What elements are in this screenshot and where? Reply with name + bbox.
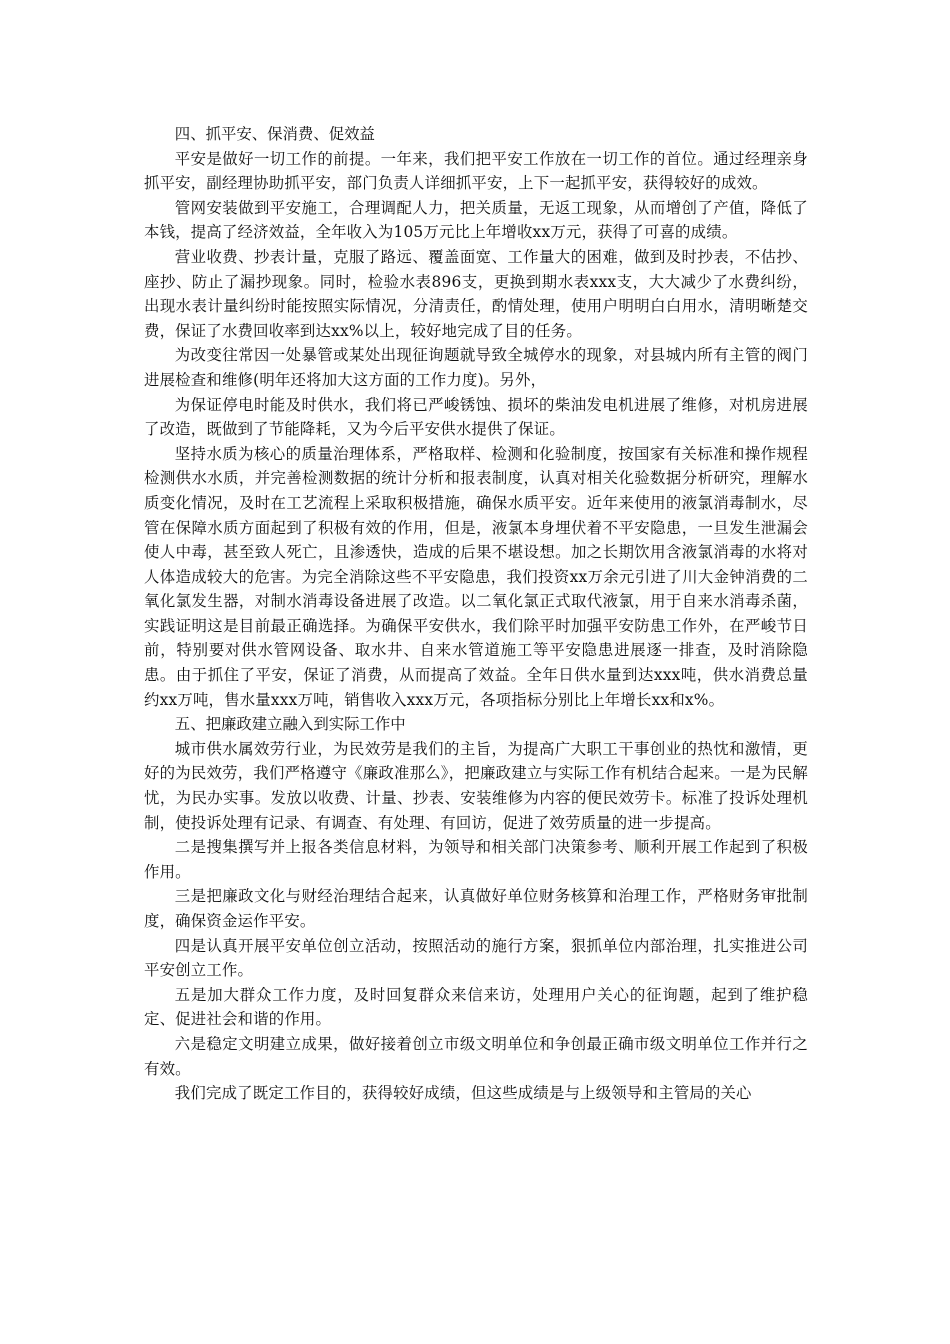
section-heading-5: 五、把廉政建立融入到实际工作中 [174, 715, 406, 734]
paragraph: 六是稳定文明建立成果，做好接着创立市级文明单位和争创最正确市级文明单位工作并行之有效。 [144, 1034, 808, 1078]
paragraph: 为改变往常因一处暴管或某处出现征询题就导致全城停水的现象，对县城内所有主管的阀门进展检查和维修(明年还将加大这方面的工作力度)。另外， [144, 346, 808, 389]
paragraph: 为保证停电时能及时供水，我们将已严峻锈蚀、损坏的柴油发电机进展了维修，对机房进展了改造，既做到了节能降耗，又为今后平安供水提供了保证。 [144, 395, 808, 439]
paragraph: 二是搜集撰写并上报各类信息材料，为领导和相关部门决策参考、顺利开展工作起到了积极作用。 [144, 838, 808, 881]
document-page [144, 122, 808, 1106]
paragraph: 城市供水属效劳行业，为民效劳是我们的主旨，为提高广大职工干事创业的热忱和激情，更好的为民效劳，我们严格遵守《廉政准那么》，把廉政建立与实际工作有机结合起来。一是为民解忧，为民办实事。发放以收费、计量、抄表、安装维修为内容的便民效劳卡。标准了投诉处理机制，使投诉处理有记录、有调查、有处理、有回访，促进了效劳质量的进一步提高。 [144, 739, 808, 832]
paragraph: 三是把廉政文化与财经治理结合起来，认真做好单位财务核算和治理工作，严格财务审批制度，确保资金运作平安。 [144, 887, 808, 930]
paragraph: 平安是做好一切工作的前提。一年来，我们把平安工作放在一切工作的首位。通过经理亲身抓平安，副经理协助抓平安，部门负责人详细抓平安，上下一起抓平安，获得较好的成效。 [144, 149, 808, 193]
paragraph: 我们完成了既定工作目的，获得较好成绩，但这些成绩是与上级领导和主管局的关心 [174, 1084, 752, 1103]
paragraph: 坚持水质为核心的质量治理体系，严格取样、检测和化验制度，按国家有关标准和操作规程检测供水水质，并完善检测数据的统计分析和报表制度，认真对相关化验数据分析研究，理解水质变化情况，及时在工艺流程上采取积极措施，确保水质平安。近年来使用的液氯消毒制水，尽管在保障水质方面起到了积极有效的作用，但是，液氯本身埋伏着不平安隐患，一旦发生泄漏会使人中毒，甚至致人死亡，且渗透快，造成的后果不堪设想。加之长期饮用含液氯消毒的水将对人体造成较大的危害。为完全消除这些不平安隐患，我们投资xx万余元引进了川大金钟消费的二氧化氯发生器，对制水消毒设备进展了改造。以二氧化氯正式取代液氯，用于自来水消毒杀菌，实践证明这是目前最正确选择。为确保平安供水，我们除平时加强平安防患工作外，在严峻节日前，特别要对供水管网设备、取水井、自来水管道施工等平安隐患进展逐一排查，及时消除隐患。由于抓住了平安，保证了消费，从而提高了效益。全年日供水量到达xxx吨，供水消费总量约xx万吨，售水量xxx万吨，销售收入xxx万元，各项指标分别比上年增长xx和x%。 [144, 444, 808, 709]
paragraph: 营业收费、抄表计量，克服了路远、覆盖面宽、工作量大的困难，做到及时抄表，不估抄、座抄、防止了漏抄现象。同时，检验水表896支，更换到期水表xxx支，大大减少了水费纠纷，出现水表计量纠纷时能按照实际情况，分清责任，酌情处理，使用户明明白白用水，清明晰楚交费，保证了水费回收率到达xx%以上，较好地完成了目的任务。 [144, 247, 808, 340]
paragraph: 五是加大群众工作力度，及时回复群众来信来访，处理用户关心的征询题，起到了维护稳定、促进社会和谐的作用。 [144, 985, 808, 1029]
paragraph: 管网安装做到平安施工，合理调配人力，把关质量，无返工现象，从而增创了产值，降低了本钱，提高了经济效益，全年收入为105万元比上年增收xx万元，获得了可喜的成绩。 [144, 198, 808, 242]
paragraph: 四是认真开展平安单位创立活动，按照活动的施行方案，狠抓单位内部治理，扎实推进公司平安创立工作。 [144, 936, 808, 980]
section-heading-4: 四、抓平安、保消费、促效益 [174, 125, 375, 143]
